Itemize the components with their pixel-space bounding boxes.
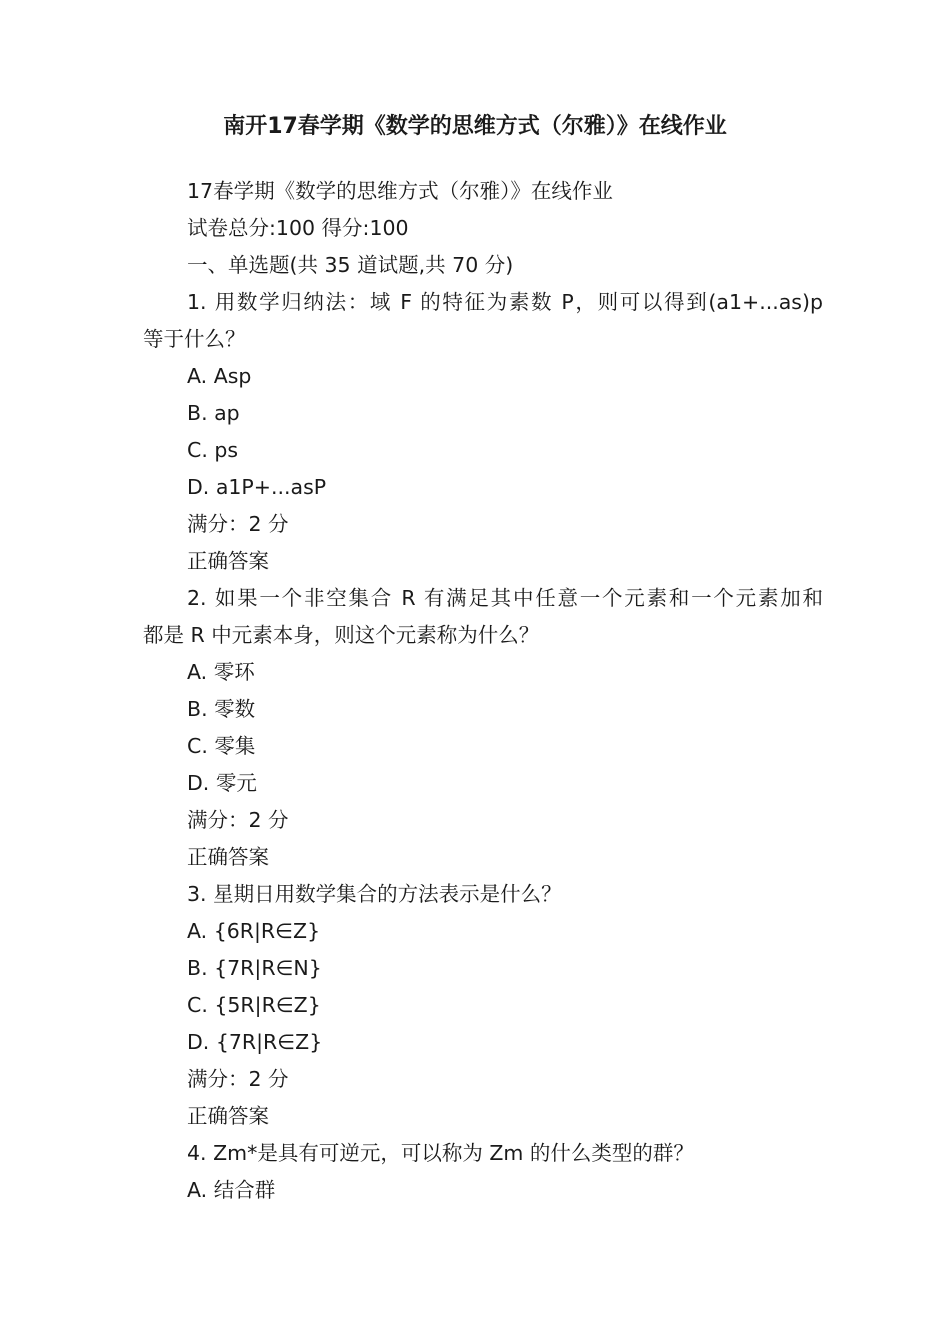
option-c: C. ps xyxy=(187,438,239,462)
answer-label: 正确答案 xyxy=(187,549,269,573)
option-b: B. 零数 xyxy=(187,697,256,721)
full-score: 满分：2 分 xyxy=(187,512,289,536)
question-stem-continued: 等于什么？ xyxy=(143,327,246,351)
option-b: B. ap xyxy=(187,401,240,425)
option-a: A. {6R|R∈Z} xyxy=(187,919,321,943)
question-stem: 2. 如果一个非空集合 R 有满足其中任意一个元素和一个元素加和 xyxy=(187,586,823,610)
question-stem: 1. 用数学归纳法：域 F 的特征为素数 P，则可以得到(a1+...as)p xyxy=(187,290,823,314)
option-d: D. 零元 xyxy=(187,771,257,795)
full-score: 满分：2 分 xyxy=(187,808,289,832)
option-a: A. Asp xyxy=(187,364,252,388)
option-d: D. {7R|R∈Z} xyxy=(187,1030,323,1054)
question-3 xyxy=(143,876,823,1135)
question-stem: 3. 星期日用数学集合的方法表示是什么？ xyxy=(187,882,562,906)
full-score: 满分：2 分 xyxy=(187,1067,289,1091)
option-a: A. 结合群 xyxy=(187,1178,276,1202)
score-line: 试卷总分:100 得分:100 xyxy=(187,216,409,240)
question-stem-continued: 都是 R 中元素本身，则这个元素称为什么？ xyxy=(143,623,540,647)
option-b: B. {7R|R∈N} xyxy=(187,956,322,980)
option-d: D. a1P+...asP xyxy=(187,475,327,499)
section-heading: 一、单选题(共 35 道试题,共 70 分) xyxy=(187,253,514,277)
document-subtitle: 17春学期《数学的思维方式（尔雅）》在线作业 xyxy=(187,179,613,203)
option-c: C. 零集 xyxy=(187,734,256,758)
answer-label: 正确答案 xyxy=(187,1104,269,1128)
question-4 xyxy=(143,1135,823,1209)
option-a: A. 零环 xyxy=(187,660,255,684)
question-1 xyxy=(143,284,823,580)
question-stem: 4. Zm*是具有可逆元，可以称为 Zm 的什么类型的群？ xyxy=(187,1141,694,1165)
question-2 xyxy=(143,580,823,876)
document-title: 南开17春学期《数学的思维方式（尔雅）》在线作业 xyxy=(223,114,727,139)
answer-label: 正确答案 xyxy=(187,845,269,869)
document-body xyxy=(143,173,823,1209)
option-c: C. {5R|R∈Z} xyxy=(187,993,321,1017)
